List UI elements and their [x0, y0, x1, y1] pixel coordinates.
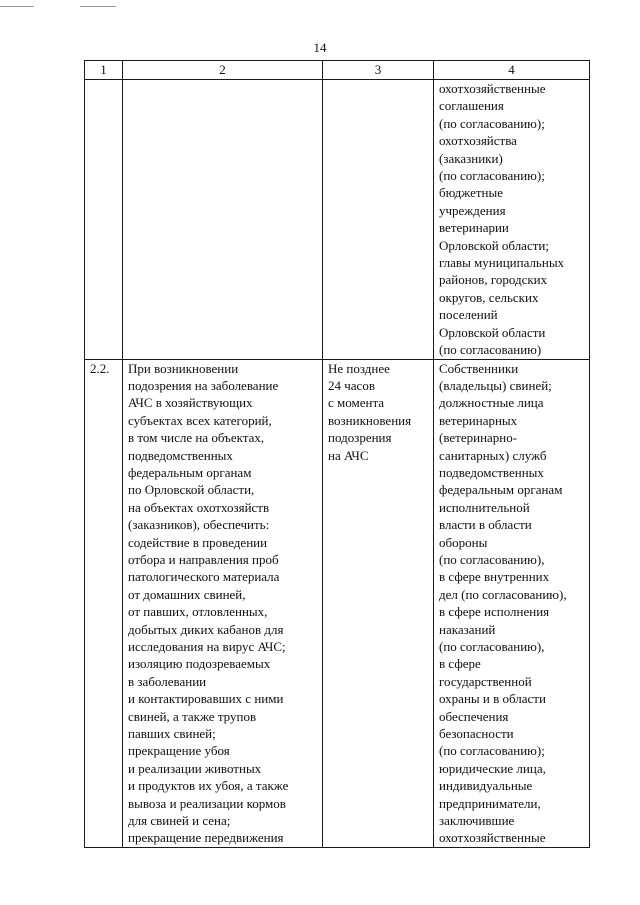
- page-number: 14: [313, 40, 327, 55]
- column-number-1: 1: [85, 61, 123, 80]
- table-row: [85, 359, 590, 847]
- responsible-cell: охотхозяйственные соглашения (по согласованию); охотхозяйства (заказники) (по согласованию); бюджетные учреждения ветеринарии Орловской области; главы муниципальных районов, городских округов, сельских поселений Орловской области (по согласованию): [434, 80, 590, 360]
- row-number-cell: 2.2.: [85, 359, 123, 847]
- column-number-4: 4: [434, 61, 590, 80]
- column-number-2: 2: [123, 61, 323, 80]
- deadline-cell: Не позднее 24 часов с момента возникновения подозрения на АЧС: [323, 359, 434, 847]
- table-row: [85, 80, 590, 360]
- deadline-cell: [323, 80, 434, 360]
- action-cell: [123, 80, 323, 360]
- responsible-cell: Собственники (владельцы) свиней; должностные лица ветеринарных (ветеринарно- санитарных) служб подведомственных федеральным органам исполнительной власти в области обороны (по согласованию), в сфере внутренних дел (по согласованию), в сфере исполнения наказаний (по согласованию), в сфере государственной охраны и в области обеспечения безопасности (по согласованию); юридические лица, индивидуальные предприниматели, заключившие охотхозяйственные: [434, 359, 590, 847]
- action-cell: При возникновении подозрения на заболевание АЧС в хозяйствующих субъектах всех категорий, в том числе на объектах, подведомственных федеральным органам по Орловской области, на объектах охотхозяйств (заказников), обеспечить: содействие в проведении отбора и направления проб патологического материала от домашних свиней, от павших, отловленных, добытых диких кабанов для исследования на вирус АЧС; изоляцию подозреваемых в заболевании и контактировавших с ними свиней, а также трупов павших свиней; прекращение убоя и реализации животных и продуктов их убоя, а также вывоза и реализации кормов для свиней и сена; прекращение передвижения: [123, 359, 323, 847]
- column-number-3: 3: [323, 61, 434, 80]
- scan-mark-right: [80, 6, 116, 7]
- scan-mark-left: [0, 6, 34, 7]
- row-number-cell: [85, 80, 123, 360]
- table-header-row: [85, 61, 590, 80]
- measures-table: [84, 60, 590, 848]
